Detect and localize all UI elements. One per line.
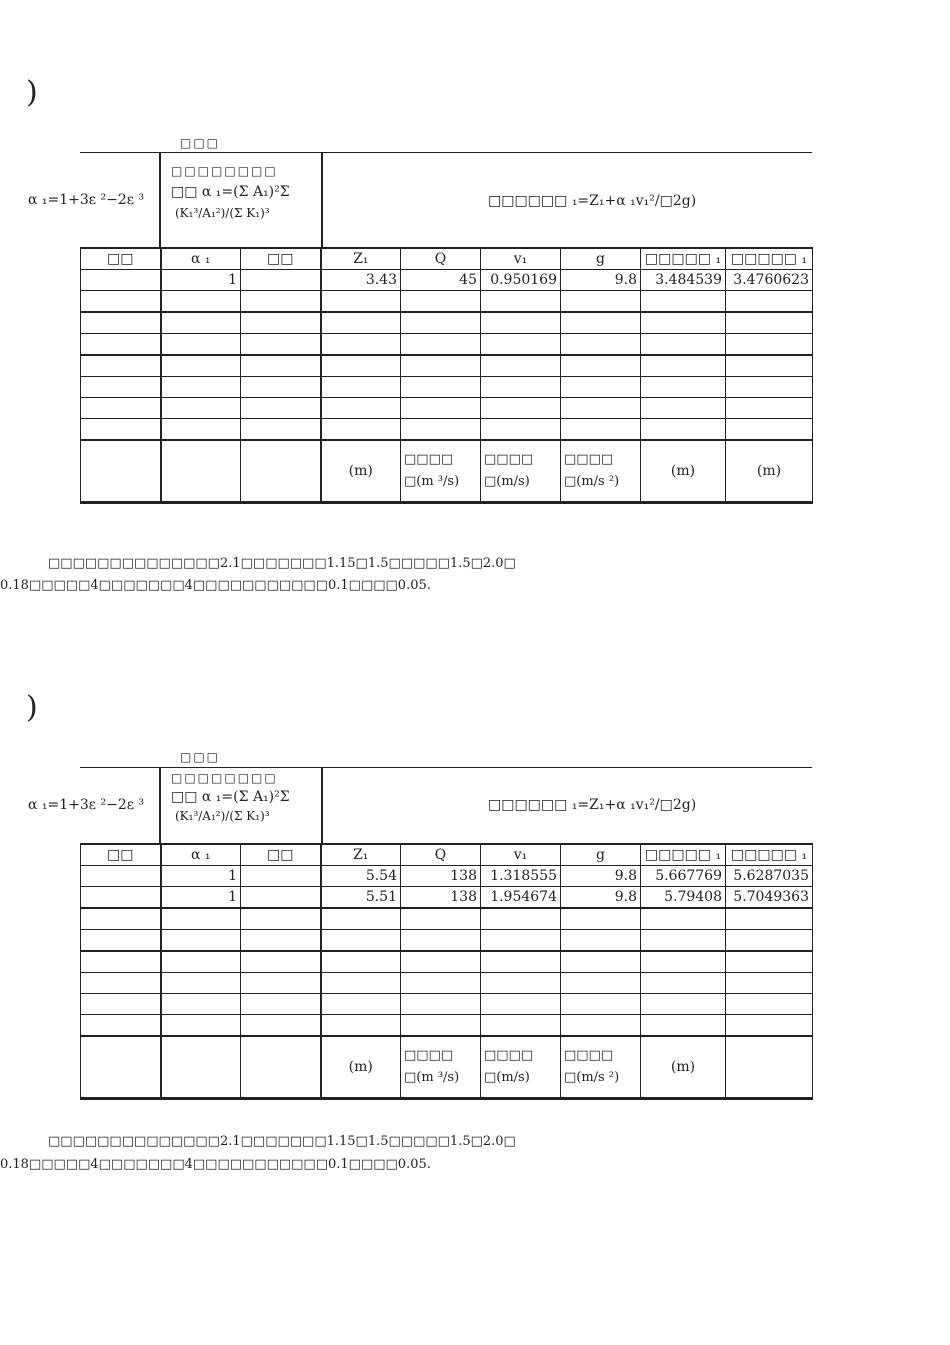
- table-cell: 3.43: [321, 270, 401, 291]
- table-cell: [401, 994, 481, 1015]
- table-cell: [401, 951, 481, 973]
- table-cell: 9.8: [561, 887, 641, 909]
- table-cell: [561, 1015, 641, 1037]
- table-cell: [241, 866, 321, 887]
- table-cell: [726, 355, 813, 377]
- table-cell: [641, 334, 726, 356]
- column-header: □□□□□ ₁: [726, 844, 813, 866]
- unit-cell: [161, 1036, 241, 1099]
- table-cell: [481, 312, 561, 334]
- table-cell: [641, 994, 726, 1015]
- table-row: [81, 377, 813, 398]
- column-header: □□: [81, 248, 161, 270]
- table-cell: [481, 398, 561, 419]
- table-cell: [161, 398, 241, 419]
- table-cell: [241, 419, 321, 441]
- table-cell: [481, 994, 561, 1015]
- note-line-2: 0.18□□□□□4□□□□□□□4□□□□□□□□□□□0.1□□□□0.05.: [0, 578, 431, 593]
- table-cell: [481, 930, 561, 952]
- table-cell: 0.950169: [481, 270, 561, 291]
- table-cell: [161, 1015, 241, 1037]
- table-cell: [561, 312, 641, 334]
- table-cell: [81, 312, 161, 334]
- table-cell: [241, 312, 321, 334]
- unit-cell: [161, 440, 241, 503]
- table-cell: [641, 377, 726, 398]
- table-cell: [241, 951, 321, 973]
- table-row: [81, 994, 813, 1015]
- table-row: [81, 419, 813, 441]
- table-cell: [161, 973, 241, 994]
- alpha-box-line-3: (K₁³/A₁²)/(Σ K₁)³: [175, 809, 270, 823]
- table-cell: [241, 291, 321, 313]
- table-cell: [641, 951, 726, 973]
- table-cell: [161, 951, 241, 973]
- table-cell: [81, 887, 161, 909]
- table-row: [81, 291, 813, 313]
- alpha-box-line-1: □□□□□□□□: [171, 164, 278, 178]
- table-cell: [161, 334, 241, 356]
- table-cell: [161, 930, 241, 952]
- table-cell: 5.6287035: [726, 866, 813, 887]
- table-cell: [561, 973, 641, 994]
- unit-cell: (m): [321, 1036, 401, 1099]
- table-cell: [726, 908, 813, 930]
- table-cell: [401, 398, 481, 419]
- column-header: □□: [81, 844, 161, 866]
- column-header-row: [81, 248, 813, 270]
- table-cell: [401, 973, 481, 994]
- table-cell: [321, 312, 401, 334]
- table-cell: [81, 1015, 161, 1037]
- table-cell: [481, 419, 561, 441]
- table-cell: [321, 355, 401, 377]
- column-header: v₁: [481, 844, 561, 866]
- table-cell: [641, 312, 726, 334]
- table-cell: [81, 951, 161, 973]
- table-cell: [161, 908, 241, 930]
- above-header-text: □□□: [180, 136, 221, 150]
- column-header: Z₁: [321, 844, 401, 866]
- column-header: g: [561, 844, 641, 866]
- table-cell: [321, 291, 401, 313]
- column-header: α ₁: [161, 248, 241, 270]
- table-row: [81, 866, 813, 887]
- table-cell: [561, 355, 641, 377]
- table-cell: [726, 951, 813, 973]
- table-cell: [321, 419, 401, 441]
- table-cell: [561, 908, 641, 930]
- column-header: □□□□□ ₁: [641, 248, 726, 270]
- table-cell: [726, 291, 813, 313]
- table-row: [81, 930, 813, 952]
- table-cell: 9.8: [561, 866, 641, 887]
- unit-cell: (m): [641, 440, 726, 503]
- table-cell: [401, 334, 481, 356]
- alpha-box-line-3: (K₁³/A₁²)/(Σ K₁)³: [175, 206, 270, 220]
- table-row: [81, 1015, 813, 1037]
- table-cell: [81, 994, 161, 1015]
- table-cell: [641, 291, 726, 313]
- table-cell: 45: [401, 270, 481, 291]
- data-table: [80, 843, 813, 1100]
- table-cell: [241, 994, 321, 1015]
- table-cell: [561, 994, 641, 1015]
- table-row: [81, 398, 813, 419]
- table-cell: [726, 334, 813, 356]
- paren-mark: ): [26, 690, 38, 725]
- unit-cell: □□□□ □(m/s ²): [561, 1036, 641, 1099]
- table-cell: [241, 887, 321, 909]
- table-cell: 1: [161, 887, 241, 909]
- column-header: v₁: [481, 248, 561, 270]
- table-cell: [726, 994, 813, 1015]
- column-header: Q: [401, 248, 481, 270]
- table-row: [81, 908, 813, 930]
- table-cell: 3.484539: [641, 270, 726, 291]
- table-cell: 5.667769: [641, 866, 726, 887]
- table-cell: [561, 951, 641, 973]
- paren-mark: ): [26, 75, 38, 110]
- table-cell: 5.79408: [641, 887, 726, 909]
- column-header: α ₁: [161, 844, 241, 866]
- unit-cell: [81, 440, 161, 503]
- table-cell: [321, 377, 401, 398]
- table-cell: [641, 1015, 726, 1037]
- table-cell: [726, 377, 813, 398]
- unit-cell: [81, 1036, 161, 1099]
- table-cell: [401, 355, 481, 377]
- table-row: [81, 951, 813, 973]
- table-cell: [81, 355, 161, 377]
- table-cell: [641, 355, 726, 377]
- alpha-box-line-2: □□ α ₁=(Σ A₁)²Σ: [171, 184, 290, 200]
- table-cell: [81, 973, 161, 994]
- table-cell: [726, 419, 813, 441]
- note-line-1: □□□□□□□□□□□□□□2.1□□□□□□□1.15□1.5□□□□□1.5□2.0□: [48, 556, 516, 571]
- table-cell: [81, 866, 161, 887]
- table-cell: [241, 377, 321, 398]
- column-header: Z₁: [321, 248, 401, 270]
- table-cell: [321, 994, 401, 1015]
- table-cell: [401, 312, 481, 334]
- table-row: [81, 334, 813, 356]
- table-cell: [401, 377, 481, 398]
- table-cell: [81, 419, 161, 441]
- table-cell: [321, 908, 401, 930]
- table-cell: [241, 973, 321, 994]
- table-cell: [81, 291, 161, 313]
- table-cell: [321, 1015, 401, 1037]
- alpha-box-line-1: □□□□□□□□: [171, 771, 278, 785]
- table-cell: [481, 291, 561, 313]
- table-cell: [241, 1015, 321, 1037]
- alpha-formula-left: α ₁=1+3ε ²−2ε ³: [28, 797, 145, 813]
- table-cell: [481, 377, 561, 398]
- table-cell: [161, 994, 241, 1015]
- table-row: [81, 270, 813, 291]
- table-cell: 9.8: [561, 270, 641, 291]
- units-row: [81, 1036, 813, 1099]
- table-cell: [726, 398, 813, 419]
- table-cell: [81, 908, 161, 930]
- table-cell: [401, 908, 481, 930]
- table-cell: [561, 419, 641, 441]
- column-header: □□: [241, 248, 321, 270]
- table-cell: [81, 377, 161, 398]
- table-cell: [321, 951, 401, 973]
- table-cell: [241, 930, 321, 952]
- table-cell: [726, 930, 813, 952]
- table-cell: 138: [401, 887, 481, 909]
- table-row: [81, 887, 813, 909]
- table-cell: [641, 398, 726, 419]
- table-cell: [321, 398, 401, 419]
- table-cell: [401, 419, 481, 441]
- table-cell: [241, 398, 321, 419]
- alpha-formula-box: [159, 152, 323, 247]
- units-row: [81, 440, 813, 503]
- table-row: [81, 355, 813, 377]
- table-cell: [481, 908, 561, 930]
- table-cell: [726, 1015, 813, 1037]
- table-cell: 1.954674: [481, 887, 561, 909]
- table-cell: [481, 334, 561, 356]
- table-cell: [726, 973, 813, 994]
- table-cell: 1: [161, 866, 241, 887]
- unit-cell: (m): [321, 440, 401, 503]
- table-cell: [401, 291, 481, 313]
- note-line-2: 0.18□□□□□4□□□□□□□4□□□□□□□□□□□0.1□□□□0.05.: [0, 1157, 431, 1172]
- column-header: g: [561, 248, 641, 270]
- table-row: [81, 973, 813, 994]
- table-cell: 5.54: [321, 866, 401, 887]
- table-cell: [561, 930, 641, 952]
- table-cell: [241, 355, 321, 377]
- table-cell: [481, 973, 561, 994]
- energy-formula: □□□□□□ ₁=Z₁+α ₁v₁²/□2g): [488, 797, 697, 813]
- table-cell: [81, 270, 161, 291]
- table-cell: 5.7049363: [726, 887, 813, 909]
- note-line-1: □□□□□□□□□□□□□□2.1□□□□□□□1.15□1.5□□□□□1.5□2.0□: [48, 1134, 516, 1149]
- table-cell: 3.4760623: [726, 270, 813, 291]
- table-cell: [401, 930, 481, 952]
- table-row: [81, 312, 813, 334]
- unit-cell: [726, 1036, 813, 1099]
- energy-formula: □□□□□□ ₁=Z₁+α ₁v₁²/□2g): [488, 193, 697, 209]
- column-header-row: [81, 844, 813, 866]
- table-cell: [481, 1015, 561, 1037]
- table-cell: [561, 377, 641, 398]
- unit-cell: (m): [641, 1036, 726, 1099]
- table-cell: [641, 908, 726, 930]
- table-cell: [726, 312, 813, 334]
- table-cell: [241, 908, 321, 930]
- alpha-box-line-2: □□ α ₁=(Σ A₁)²Σ: [171, 789, 290, 805]
- table-cell: [561, 334, 641, 356]
- unit-cell: [241, 1036, 321, 1099]
- unit-cell: □□□□ □(m ³/s): [401, 440, 481, 503]
- table-cell: 5.51: [321, 887, 401, 909]
- unit-cell: □□□□ □(m/s ²): [561, 440, 641, 503]
- column-header: □□□□□ ₁: [726, 248, 813, 270]
- unit-cell: □□□□ □(m/s): [481, 1036, 561, 1099]
- unit-cell: □□□□ □(m ³/s): [401, 1036, 481, 1099]
- above-header-text: □□□: [180, 750, 221, 764]
- table-cell: [321, 334, 401, 356]
- table-cell: [641, 930, 726, 952]
- table-cell: [241, 334, 321, 356]
- table-cell: [81, 930, 161, 952]
- table-cell: [561, 398, 641, 419]
- table-cell: 1: [161, 270, 241, 291]
- table-cell: [321, 930, 401, 952]
- unit-cell: [241, 440, 321, 503]
- table-cell: [161, 291, 241, 313]
- table-cell: [641, 973, 726, 994]
- column-header: □□□□□ ₁: [641, 844, 726, 866]
- alpha-formula-left: α ₁=1+3ε ²−2ε ³: [28, 192, 145, 208]
- table-cell: [561, 291, 641, 313]
- table-cell: 138: [401, 866, 481, 887]
- table-cell: [321, 973, 401, 994]
- table-cell: [401, 1015, 481, 1037]
- table-cell: [81, 398, 161, 419]
- data-table: [80, 247, 813, 504]
- table-cell: [641, 419, 726, 441]
- table-cell: [241, 270, 321, 291]
- column-header: □□: [241, 844, 321, 866]
- alpha-formula-box: [159, 767, 323, 843]
- table-cell: [481, 355, 561, 377]
- table-cell: 1.318555: [481, 866, 561, 887]
- table-cell: [81, 334, 161, 356]
- unit-cell: (m): [726, 440, 813, 503]
- table-cell: [161, 355, 241, 377]
- table-cell: [161, 377, 241, 398]
- column-header: Q: [401, 844, 481, 866]
- table-cell: [161, 312, 241, 334]
- table-cell: [161, 419, 241, 441]
- unit-cell: □□□□ □(m/s): [481, 440, 561, 503]
- table-cell: [481, 951, 561, 973]
